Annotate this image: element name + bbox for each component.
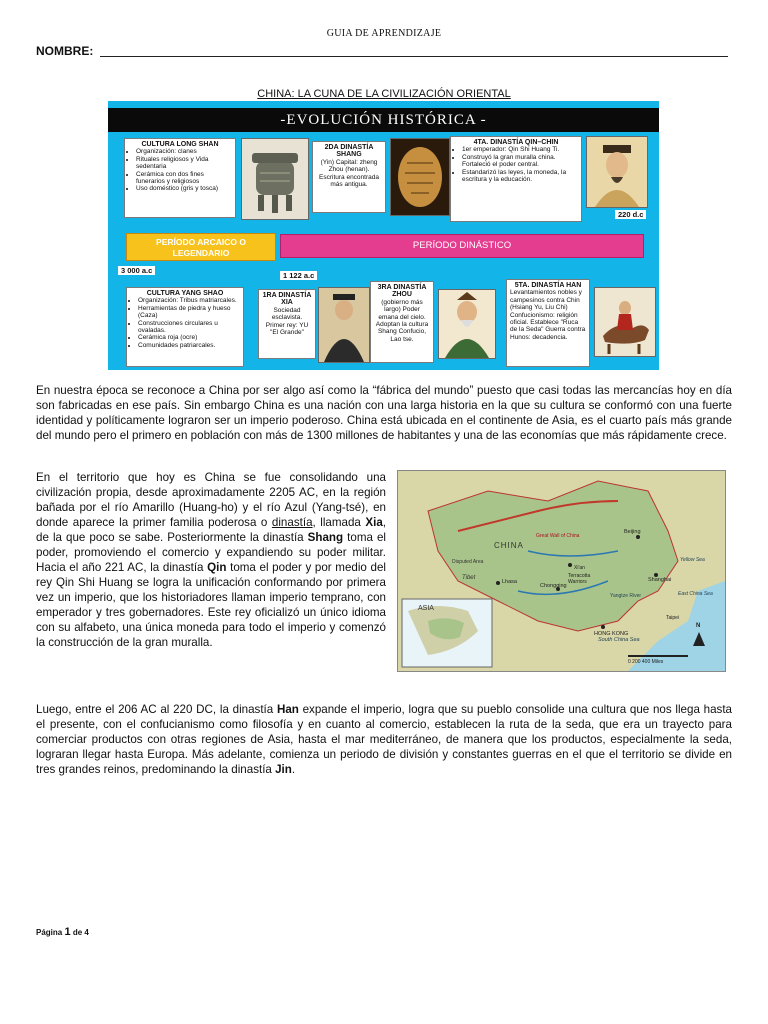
confucius-image — [438, 289, 496, 359]
han-warrior-image — [594, 287, 656, 357]
long-shan-title: CULTURA LONG SHAN — [141, 141, 219, 148]
dinastia-term: dinastía — [271, 516, 313, 529]
bronze-vessel-image — [241, 138, 309, 220]
intro-paragraph: En nuestra época se reconoce a China por ser algo así como la “fábrica del mundo” puesto que casi todas las mercancías hoy en día son fabricadas en ese país. Sin embargo China es una nación con una larga historia en la que su cultura se conformó con una fuerte identidad y políticamente lograron ser un imperio poderoso. China está ubicada en el continente de Asia, es el cuarto país más grande del mundo pero el primero en población con más de 1300 millones de habitantes y una de las economías que más rápidamente crece. — [36, 384, 732, 442]
list-item: • Rituales religiosos y Vida sedentaria — [136, 156, 232, 171]
map-label-beijing: Beijing — [624, 529, 641, 535]
text-run: En el territorio que hoy es China se fue consolidando una civilización propia, desde aproximadamente 2205 AC, en la región bañada por el río Amarillo (Huang-ho) y el río Azul (Yang-tsé), en donde aparece la primer familia poderosa o — [36, 471, 386, 529]
han-box — [506, 279, 590, 367]
text-run: Luego, entre el 206 AC al 220 DC, la dinastía — [36, 703, 277, 716]
shang-box — [312, 141, 386, 213]
yang-shao-title: CULTURA YANG SHAO — [146, 290, 224, 297]
list-item: • Uso doméstico (gris y tosca) — [136, 185, 232, 192]
of-word: de — [72, 928, 83, 937]
han-text: Levantamientos nobles y campesinos contra Chin (Hsiang Yu, Liu Chi) Confucionismo: religión oficial. Establece "Ruca de la Seda" Guerra contra Hunos: decadencia. — [510, 289, 586, 341]
nombre-label: NOMBRE: — [36, 44, 94, 58]
list-item: • Construyó la gran muralla china. Fortaleció el poder central. — [462, 154, 578, 169]
yang-shao-box — [126, 287, 244, 367]
date-1122: 1 122 a.c — [280, 271, 317, 280]
emperor-qin-image — [586, 136, 648, 208]
xia-box — [258, 289, 316, 359]
list-item: • Herramientas de piedra y hueso (Caza) — [138, 305, 240, 320]
list-item: • Cerámica con dos fines funerarios y religiosos — [136, 171, 232, 186]
map-label-hong-kong: HONG KONG — [594, 631, 629, 637]
list-item: • Estandarizó las leyes, la moneda, la escritura y la educación. — [462, 169, 578, 184]
text-run: , de la que poco se sabe. Posteriormente la dinastía — [36, 516, 387, 544]
map-label-chongqing: Chongqing — [540, 583, 567, 589]
qin-title: 4TA. DINASTÍA QIN–CHIN — [473, 139, 559, 146]
map-label-asia: ASIA — [418, 605, 434, 612]
jin-term: Jin — [275, 763, 292, 776]
map-label-yangtze: Yangtze River — [610, 593, 642, 599]
page-word: Página — [36, 928, 63, 937]
oracle-bone-image — [390, 138, 450, 216]
period-dynastic-bar: PERÍODO DINÁSTICO — [280, 234, 644, 258]
map-label-terracotta: Terracotta Warriors — [568, 573, 591, 585]
text-run: toma el poder, promoviendo el comercio y expandiendo su poder militar. Hacia el año 221 AC, la dinastía — [36, 531, 386, 574]
map-label-tibet: Tibet — [462, 575, 476, 581]
north-arrow-icon: N — [696, 623, 701, 629]
list-item: • 1er emperador: Qin Shi Huang Ti. — [462, 146, 578, 153]
main-title: CHINA: LA CUNA DE LA CIVILIZACIÓN ORIENTAL — [257, 88, 511, 100]
shang-term: Shang — [307, 531, 344, 544]
long-shan-box — [124, 138, 236, 218]
list-item: • Organización: clanes — [136, 148, 232, 155]
history-paragraph — [36, 470, 386, 650]
list-item: • Comunidades patriarcales. — [138, 342, 240, 349]
zhou-box — [370, 281, 434, 363]
page-total: 4 — [84, 928, 89, 937]
list-item: • Organización: Tribus matriarcales. — [138, 297, 240, 304]
list-item: • Construcciones circulares u ovaladas. — [138, 320, 240, 335]
shang-title: 2DA DINASTÍA SHANG — [324, 144, 374, 159]
map-label-xian: Xi'an — [574, 565, 585, 571]
han-paragraph — [36, 702, 732, 777]
han-term: Han — [276, 703, 299, 716]
map-label-shanghai: Shanghai — [648, 577, 672, 583]
xia-title: 1RA DINASTÍA XIA — [262, 292, 312, 307]
zhou-text: (gobierno más largo) Poder emana del cielo. Adoptan la cultura Shang Confucio, Lao tse. — [375, 298, 429, 343]
list-item: • Cerámica roja (ocre) — [138, 334, 240, 341]
map-scale-label: 0 200 400 Miles — [628, 659, 664, 665]
map-label-yellow-sea: Yellow Sea — [680, 557, 705, 563]
text-run: toma el poder y por medio del rey Qin Shi Huang se logra la unificación conformando por primera vez un imperio, que los historiadores llaman imperio temprano, con emperador y tres gobernadores. Este rey oficializó un único idioma con su alfabeto, una única moneda para todo el imperio y comenzó la construcción de la gran muralla. — [36, 561, 386, 649]
qin-box — [450, 136, 582, 222]
map-label-taipei: Taipei — [666, 615, 680, 621]
map-label-east-china-sea: East China Sea — [678, 591, 713, 597]
period-archaic-bar: PERÍODO ARCAICO O LEGENDARIO — [126, 233, 276, 261]
qin-term: Qin — [207, 561, 227, 574]
date-3000: 3 000 a.c — [118, 266, 155, 275]
infographic-banner: -EVOLUCIÓN HISTÓRICA - — [108, 108, 659, 132]
text-run: . — [291, 763, 296, 776]
date-220: 220 d.c — [615, 210, 646, 219]
king-yu-image — [318, 287, 370, 363]
page-number — [36, 926, 89, 938]
text-run: , llamada — [312, 516, 366, 529]
han-title: 5TA. DINASTÍA HAN — [514, 282, 582, 289]
map-label-great-wall: Great Wall of China — [536, 533, 580, 539]
china-map — [397, 470, 726, 672]
map-label-lhasa: Lhasa — [502, 579, 517, 585]
map-label-disputed: Disputed Area — [452, 559, 484, 565]
page-current: 1 — [64, 926, 71, 938]
map-label-china: CHINA — [494, 541, 524, 550]
nombre-line[interactable] — [100, 56, 728, 57]
map-label-south-china-sea: South China Sea — [598, 637, 640, 643]
guide-title: GUIA DE APRENDIZAJE — [326, 28, 442, 39]
shang-text: (Yin) Capital: zheng Zhou (henan). Escritura encontrada más antigua. — [319, 158, 379, 189]
text-run: expande el imperio, logra que su pueblo consolide una cultura que nos llega hasta el presente, con el confucianismo como filosofía y en cuanto al comercio, establecen la ruta de la seda, que era un trayecto para comerciar productos con otras regiones de Asia, hasta el mar mediterráneo, de manera que los productos, especialmente la seda, lograran llegar hasta Europa. Más adelante, comienza un periodo de división y constantes guerras en el que el territorio se divide en tres grandes reinos, predominando la dinastía — [36, 703, 732, 776]
history-infographic — [108, 101, 659, 370]
xia-text: Sociedad esclavista. Primer rey: YU "El Grande" — [265, 306, 309, 337]
zhou-title: 3RA DINASTÍA ZHOU — [377, 284, 427, 299]
xia-term: Xia — [365, 516, 383, 529]
